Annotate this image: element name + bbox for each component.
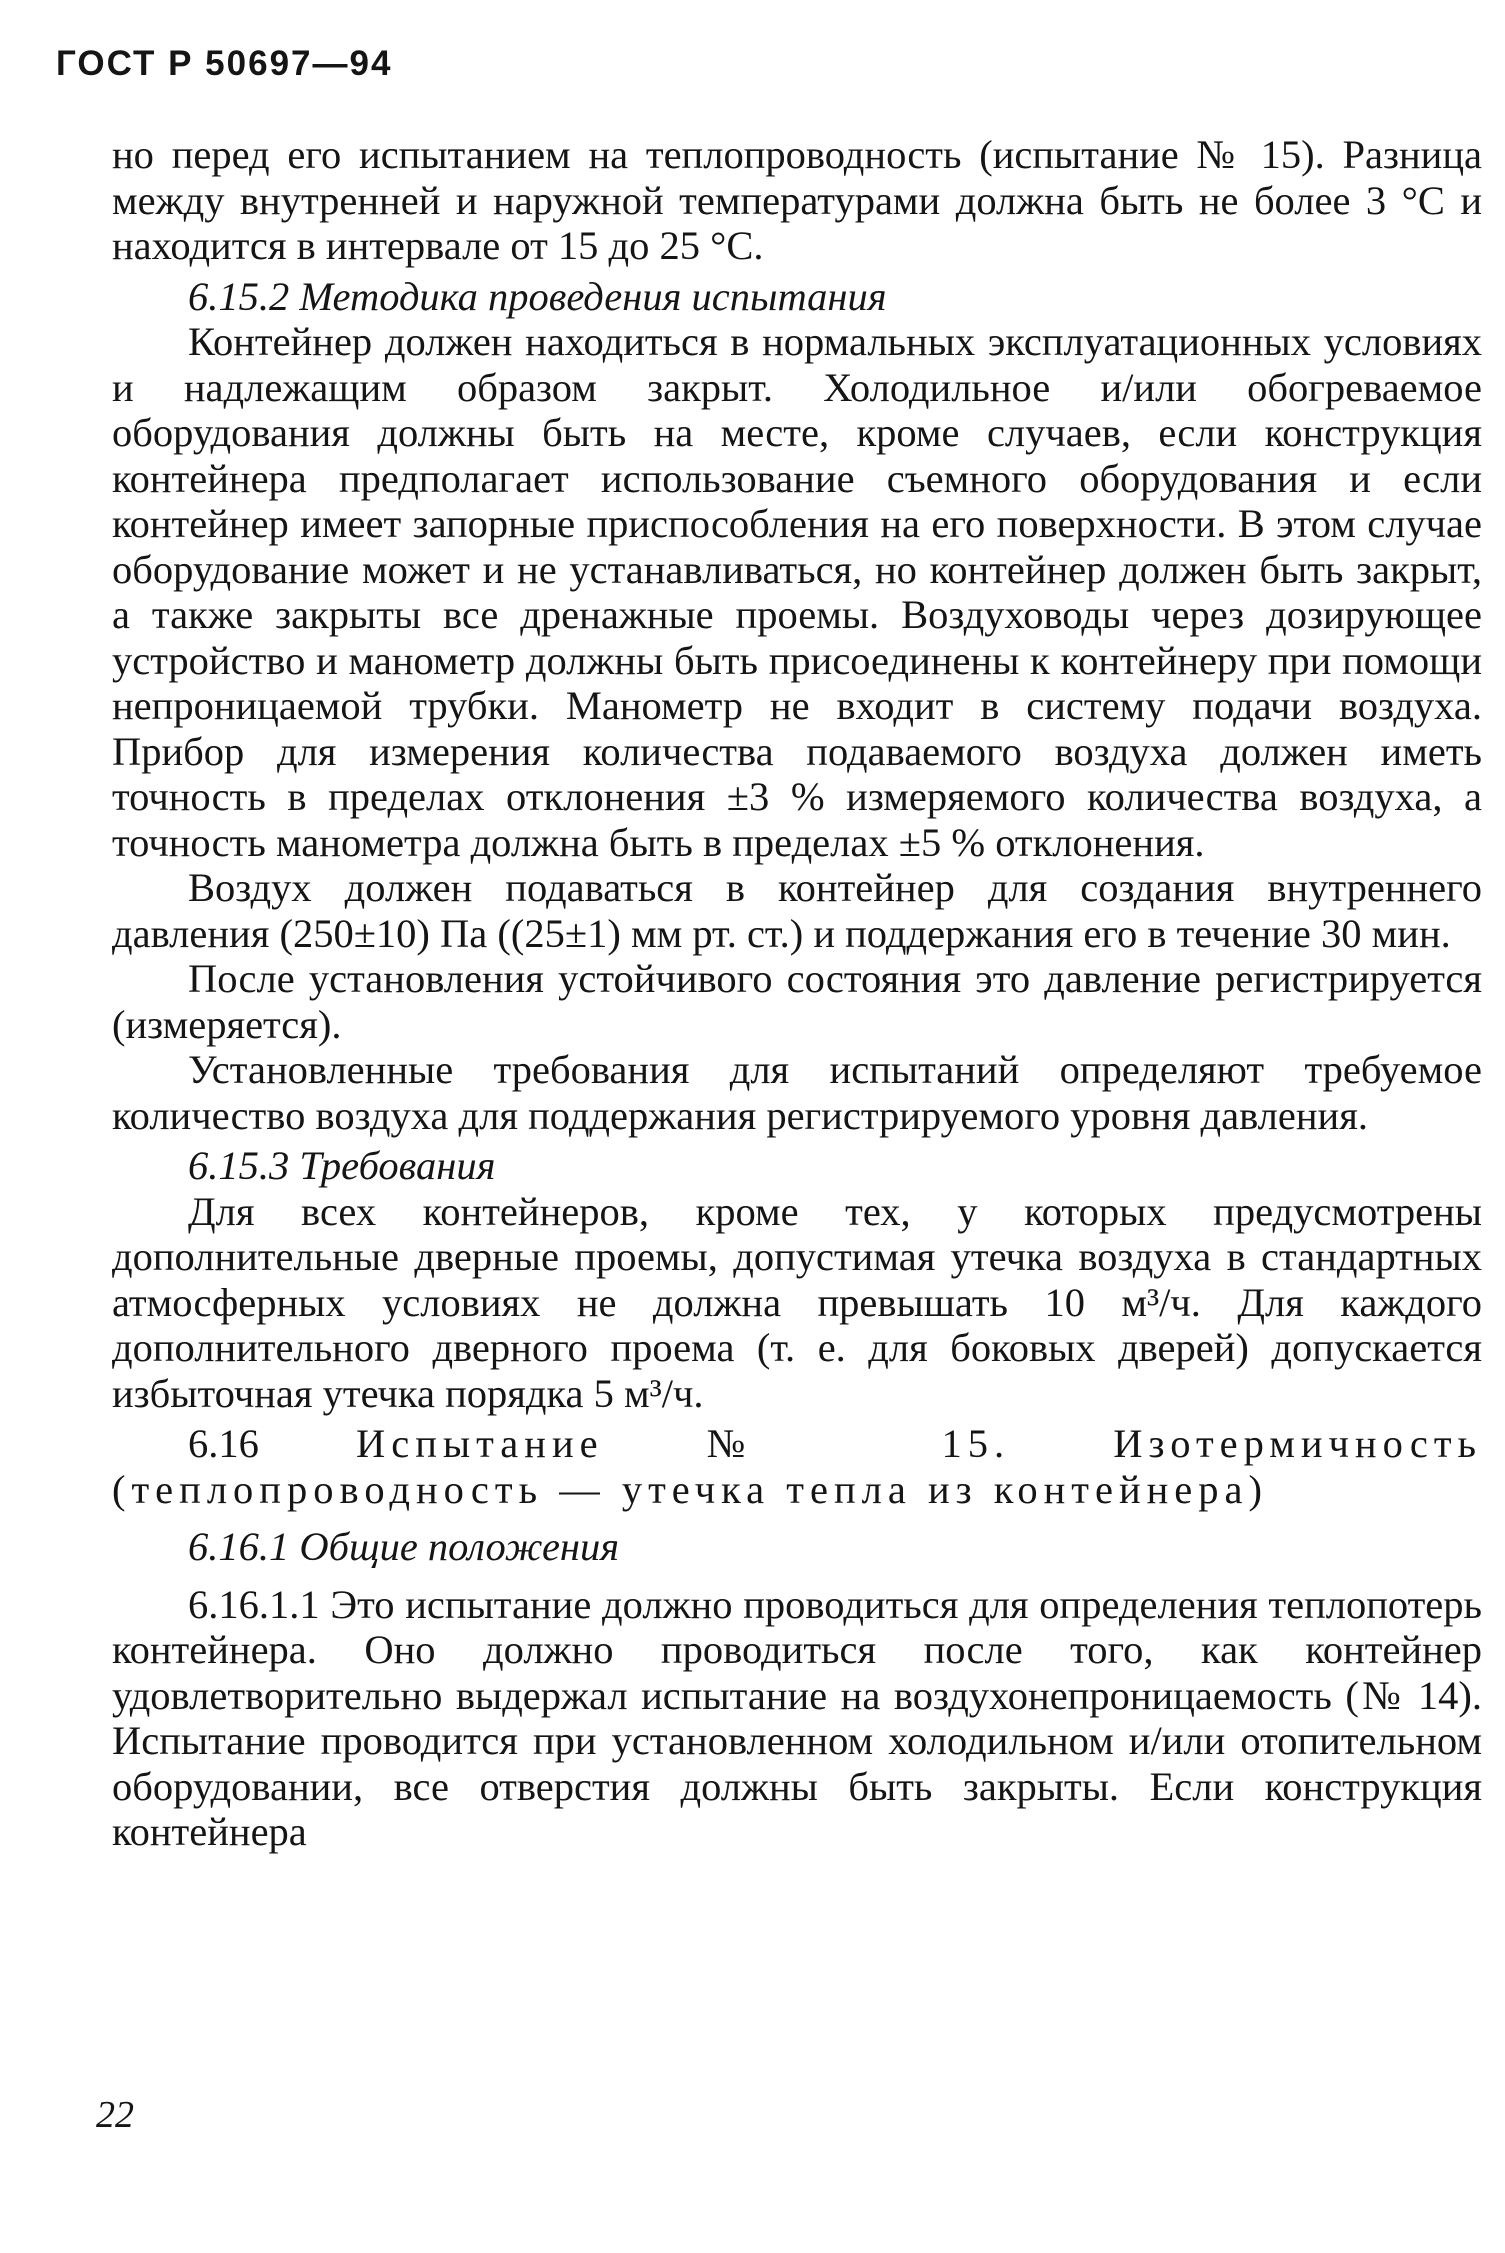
paragraph-continuation: но перед его испытанием на теплопроводность (испытание № 15). Разница между внутренней и наружной температурами должна быть не более 3 °С и находится в интервале от 15 до 25 °С. bbox=[112, 132, 1482, 268]
section-heading-6-16 bbox=[112, 1421, 1482, 1512]
subsection-heading-6-15-3: 6.15.3 Требования bbox=[188, 1143, 496, 1188]
subsection-heading-6-16-1: 6.16.1 Общие положения bbox=[188, 1524, 620, 1569]
document-content bbox=[112, 132, 1482, 1855]
section-number: 6.16 bbox=[188, 1421, 259, 1466]
paragraph-requirements-definition: Установленные требования для испытаний определяют требуемое количество воздуха для поддержания регистрируемого уровня давления. bbox=[112, 1047, 1482, 1138]
paragraph-test-method: Контейнер должен находиться в нормальных эксплуатационных условиях и надлежащим образом закрыт. Холодильное и/или обогреваемое оборудования должны быть на месте, кроме случаев, если конструкция контейнера предполагает использование съемного оборудования и если контейнер имеет запорные приспособления на его поверхности. В этом случае оборудование может и не устанавливаться, но контейнер должен быть закрыт, а также закрыты все дренажные проемы. Воздуховоды через дозирующее устройство и манометр должны быть присоединены к контейнеру при помощи непроницаемой трубки. Манометр не входит в систему подачи воздуха. Прибор для измерения количества подаваемого воздуха должен иметь точность в пределах отклонения ±3 % измеряемого количества воздуха, а точность манометра должна быть в пределах ±5 % отклонения. bbox=[112, 319, 1482, 865]
paragraph-air-pressure: Воздух должен подаваться в контейнер для создания внутреннего давления (250±10) Па ((25±1) мм рт. ст.) и поддержания его в течение 30 мин. bbox=[112, 865, 1482, 956]
standard-header: ГОСТ Р 50697—94 bbox=[56, 44, 393, 83]
paragraph-6-16-1-1: 6.16.1.1 Это испытание должно проводиться для определения теплопотерь контейнера. Оно должно проводиться после того, как контейнер удовлетворительно выдержал испытание на воздухонепроницаемость (№ 14). Испытание проводится при установленном холодильном и/или отопительном оборудовании, все отверстия должны быть закрыты. Если конструкция контейнера bbox=[112, 1581, 1482, 1854]
page-number: 22 bbox=[96, 2094, 134, 2136]
subsection-heading-6-15-2: 6.15.2 Методика проведения испытания bbox=[188, 273, 887, 319]
paragraph-leakage-requirement: Для всех контейнеров, кроме тех, у которых предусмотрены дополнительные дверные проемы, допустимая утечка воздуха в стандартных атмосферных условиях не должна превышать 10 м³/ч. Для каждого дополнительного дверного проема (т. е. для боковых дверей) допускается избыточная утечка порядка 5 м³/ч. bbox=[112, 1188, 1482, 1416]
section-title: Испытание № 15. Изотермичность (теплопроводность — утечка тепла из контейнера) bbox=[112, 1421, 1483, 1512]
paragraph-steady-state: После установления устойчивого состояния это давление регистрируется (измеряется). bbox=[112, 956, 1482, 1047]
